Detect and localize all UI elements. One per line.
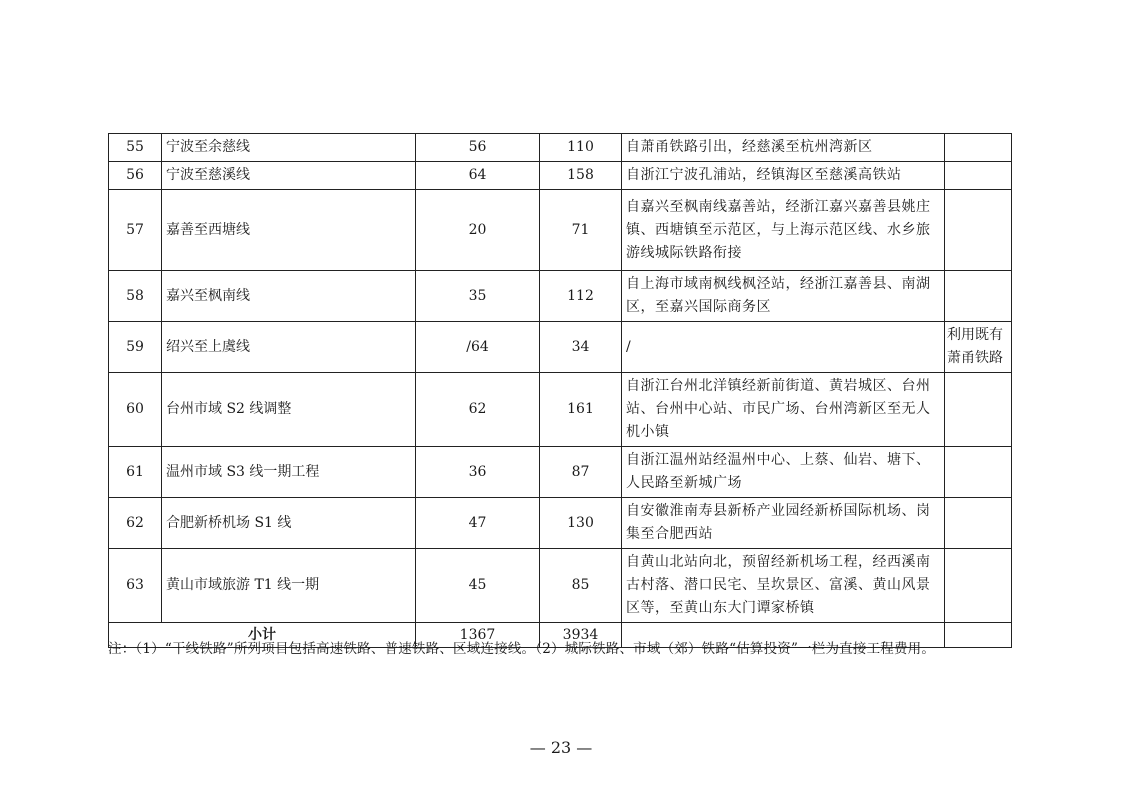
table-footnote: 注：（1）“干线铁路”所列项目包括高速铁路、普速铁路、区域连接线。（2）城际铁路、市域（郊）铁路“估算投资”一栏为直接工程费用。 — [108, 641, 936, 657]
table-row — [109, 549, 1012, 623]
line-route: 自嘉兴至枫南线嘉善站，经浙江嘉兴嘉善县姚庄镇、西塘镇至示范区，与上海示范区线、水乡旅游线城际铁路衔接 — [622, 190, 945, 271]
row-number: 62 — [109, 498, 162, 549]
table-row — [109, 498, 1012, 549]
line-route: / — [622, 322, 945, 373]
row-number: 58 — [109, 271, 162, 322]
line-note — [945, 549, 1012, 623]
line-length: 35 — [416, 271, 540, 322]
line-name: 嘉兴至枫南线 — [162, 271, 416, 322]
line-name: 嘉善至西塘线 — [162, 190, 416, 271]
line-length: 56 — [416, 134, 540, 162]
line-name: 温州市域 S3 线一期工程 — [162, 447, 416, 498]
line-route: 自浙江温州站经温州中心、上蔡、仙岩、塘下、人民路至新城广场 — [622, 447, 945, 498]
line-route: 自浙江宁波孔浦站，经镇海区至慈溪高铁站 — [622, 162, 945, 190]
line-route: 自上海市域南枫线枫泾站，经浙江嘉善县、南湖区，至嘉兴国际商务区 — [622, 271, 945, 322]
line-note — [945, 134, 1012, 162]
line-route: 自萧甬铁路引出，经慈溪至杭州湾新区 — [622, 134, 945, 162]
line-investment: 71 — [540, 190, 622, 271]
row-number: 60 — [109, 373, 162, 447]
line-length: /64 — [416, 322, 540, 373]
line-investment: 87 — [540, 447, 622, 498]
row-number: 61 — [109, 447, 162, 498]
line-length: 47 — [416, 498, 540, 549]
line-investment: 130 — [540, 498, 622, 549]
line-note — [945, 162, 1012, 190]
table-row — [109, 134, 1012, 162]
table-row — [109, 322, 1012, 373]
line-note — [945, 447, 1012, 498]
line-length: 20 — [416, 190, 540, 271]
subtotal-length: 1367 — [416, 623, 540, 648]
line-length: 45 — [416, 549, 540, 623]
subtotal-label: 小计 — [109, 623, 416, 648]
table-row — [109, 162, 1012, 190]
page-number: — 23 — — [529, 738, 593, 757]
row-number: 63 — [109, 549, 162, 623]
line-length: 36 — [416, 447, 540, 498]
row-number: 56 — [109, 162, 162, 190]
line-investment: 112 — [540, 271, 622, 322]
line-note — [945, 190, 1012, 271]
line-name: 合肥新桥机场 S1 线 — [162, 498, 416, 549]
line-investment: 110 — [540, 134, 622, 162]
line-note — [945, 373, 1012, 447]
row-number: 55 — [109, 134, 162, 162]
table-row — [109, 271, 1012, 322]
line-investment: 158 — [540, 162, 622, 190]
line-name: 绍兴至上虞线 — [162, 322, 416, 373]
railway-projects-table — [108, 133, 1012, 648]
row-number: 59 — [109, 322, 162, 373]
table-row — [109, 373, 1012, 447]
subtotal-investment: 3934 — [540, 623, 622, 648]
line-name: 台州市域 S2 线调整 — [162, 373, 416, 447]
line-name: 宁波至余慈线 — [162, 134, 416, 162]
line-investment: 34 — [540, 322, 622, 373]
line-name: 宁波至慈溪线 — [162, 162, 416, 190]
line-investment: 161 — [540, 373, 622, 447]
line-note — [945, 271, 1012, 322]
line-route: 自浙江台州北洋镇经新前街道、黄岩城区、台州站、台州中心站、市民广场、台州湾新区至无人机小镇 — [622, 373, 945, 447]
line-length: 64 — [416, 162, 540, 190]
line-route: 自黄山北站向北，预留经新机场工程，经西溪南古村落、潜口民宅、呈坎景区、富溪、黄山风景区等，至黄山东大门谭家桥镇 — [622, 549, 945, 623]
line-note: 利用既有萧甬铁路 — [945, 322, 1012, 373]
line-length: 62 — [416, 373, 540, 447]
line-investment: 85 — [540, 549, 622, 623]
row-number: 57 — [109, 190, 162, 271]
line-note — [945, 498, 1012, 549]
line-route: 自安徽淮南寿县新桥产业园经新桥国际机场、岗集至合肥西站 — [622, 498, 945, 549]
table-row — [109, 447, 1012, 498]
line-name: 黄山市域旅游 T1 线一期 — [162, 549, 416, 623]
table-row — [109, 190, 1012, 271]
